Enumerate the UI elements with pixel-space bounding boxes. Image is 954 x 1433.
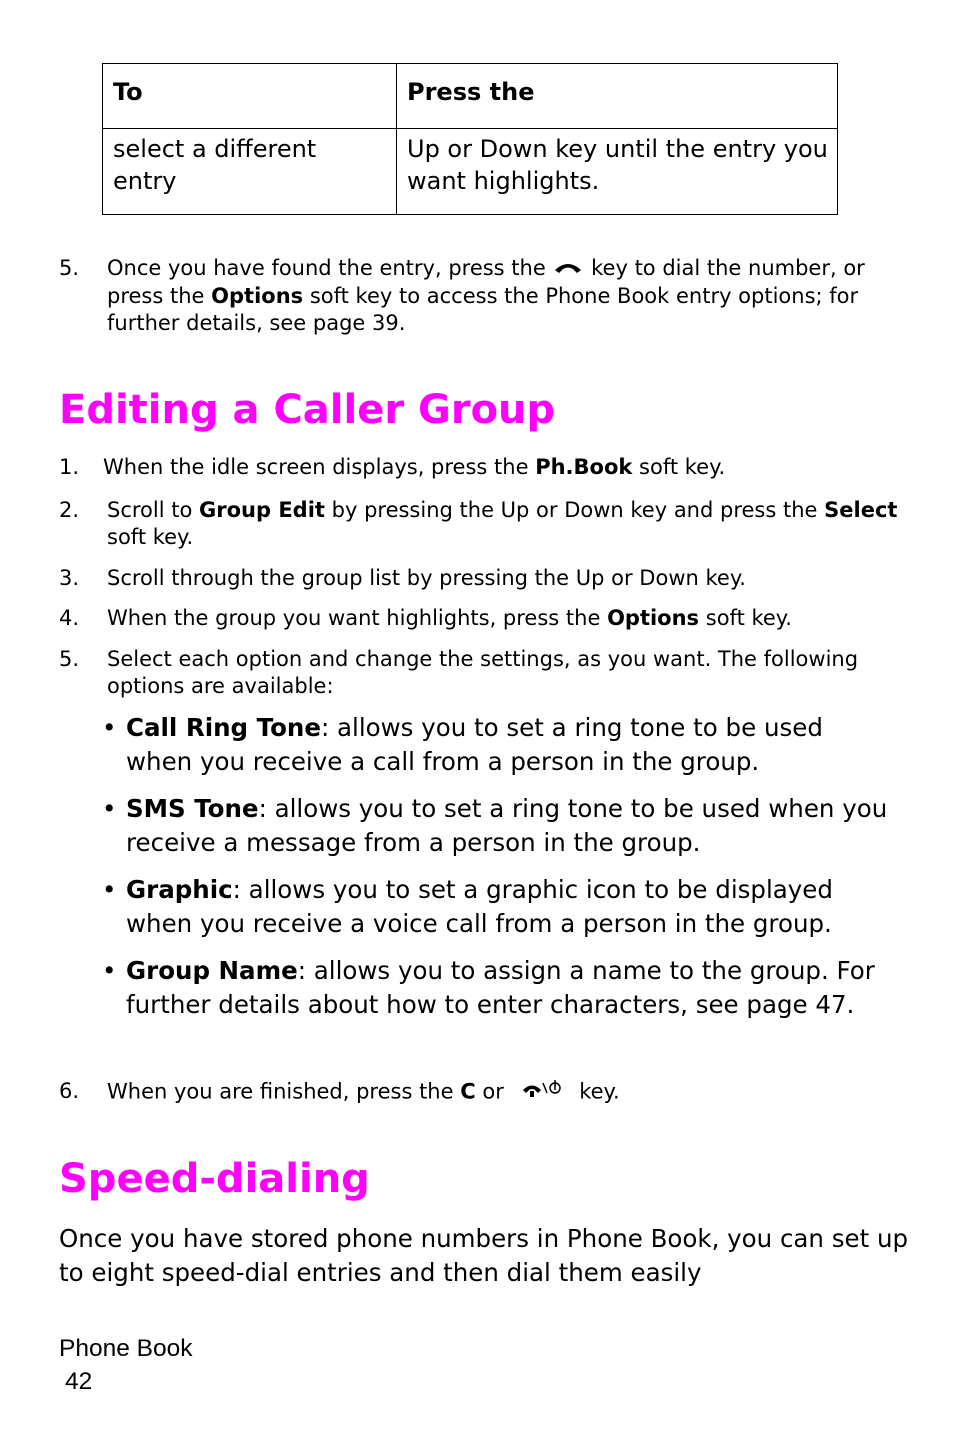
step-text (107, 255, 919, 337)
step-text (107, 605, 919, 632)
bullet-dot: • (102, 875, 117, 904)
end-power-key-icon (521, 1078, 565, 1107)
footer-section-name: Phone Book (59, 1335, 193, 1362)
send-key-icon (552, 256, 584, 283)
step-number: 4. (59, 606, 80, 630)
step-text-part: by pressing the Up or Down key and press the (331, 498, 818, 522)
step-4 (59, 605, 919, 632)
section-heading-speed-dialing: Speed-dialing (59, 1156, 370, 1202)
bullet-term: SMS Tone (126, 794, 259, 823)
step-number: 5. (59, 256, 80, 280)
bullet-group-name (102, 954, 892, 1022)
bullet-graphic (102, 873, 892, 941)
bullet-desc: : allows you to set a ring tone to be used when you receive a call from a person in the group. (126, 713, 823, 776)
bullet-text (126, 954, 892, 1022)
step-text-part: When you are finished, press the (107, 1079, 454, 1104)
bullet-dot: • (102, 794, 117, 823)
section-heading-editing-caller-group: Editing a Caller Group (59, 387, 556, 433)
bullet-term: Call Ring Tone (126, 713, 321, 742)
step-text-part: soft key. (639, 455, 726, 479)
step-text-part: key to dial the number, or press the (107, 256, 865, 308)
step-text-part: Once you have found the entry, press the (107, 256, 546, 280)
step-number: 2. (59, 498, 80, 522)
footer-page-number: 42 (65, 1368, 93, 1395)
bullet-term: Group Name (126, 956, 298, 985)
bullet-dot: • (102, 956, 117, 985)
step-text (103, 454, 919, 481)
step-text (107, 497, 919, 551)
step-number: 6. (59, 1079, 80, 1103)
options-key-label: Options (211, 283, 304, 308)
bullet-desc: : allows you to set a ring tone to be used when you receive a message from a person in the group. (126, 794, 888, 857)
bullet-text (126, 873, 892, 941)
step-number: 1. (59, 455, 80, 479)
table-cell-press: Up or Down key until the entry you want highlights. (397, 129, 838, 215)
step-2 (59, 497, 919, 551)
phbook-key-label: Ph.Book (535, 455, 633, 479)
step-text-part: Scroll to (107, 498, 193, 522)
step-text-part: When the group you want highlights, press the (107, 606, 601, 630)
key-table (102, 63, 838, 215)
step-text-part: key. (579, 1079, 620, 1104)
step-number: 3. (59, 566, 80, 590)
group-edit-label: Group Edit (199, 498, 325, 522)
bullet-desc: : allows you to set a graphic icon to be displayed when you receive a voice call from a person in the group. (126, 875, 833, 938)
step-6 (59, 1078, 919, 1107)
bullet-text (126, 792, 892, 860)
bullet-desc: : allows you to assign a name to the group. For further details about how to enter characters, see page 47. (126, 956, 875, 1019)
options-key-label: Options (607, 606, 700, 630)
step-text: Select each option and change the settings, as you want. The following options are available: (107, 647, 859, 698)
bullet-call-ring-tone (102, 711, 892, 779)
step-5 (59, 646, 919, 700)
bullet-term: Graphic (126, 875, 233, 904)
step-prev-5 (59, 255, 919, 337)
bullet-dot: • (102, 713, 117, 742)
step-1 (59, 454, 919, 481)
step-text-part: soft key. (107, 525, 194, 549)
bullet-sms-tone (102, 792, 892, 860)
step-text (107, 1078, 919, 1107)
step-text-part: When the idle screen displays, press the (103, 455, 529, 479)
c-key-label: C (460, 1079, 476, 1104)
select-key-label: Select (824, 498, 898, 522)
step-number: 5. (59, 647, 80, 671)
table-header-press: Press the (397, 64, 838, 129)
table-row (103, 129, 838, 215)
step-text-part: soft key to access the Phone Book entry options; for further details, see page 39. (107, 283, 859, 335)
bullet-text (126, 711, 892, 779)
table-header-to: To (103, 64, 397, 129)
step-text: Scroll through the group list by pressing the Up or Down key. (107, 566, 746, 590)
speed-dialing-paragraph: Once you have stored phone numbers in Phone Book, you can set up to eight speed-dial entries and then dial them easily (59, 1224, 909, 1287)
step-text-part: soft key. (705, 606, 792, 630)
step-3 (59, 565, 919, 592)
table-cell-to: select a different entry (103, 129, 397, 215)
step-text-part: or (482, 1079, 504, 1104)
table-header-row (103, 64, 838, 129)
